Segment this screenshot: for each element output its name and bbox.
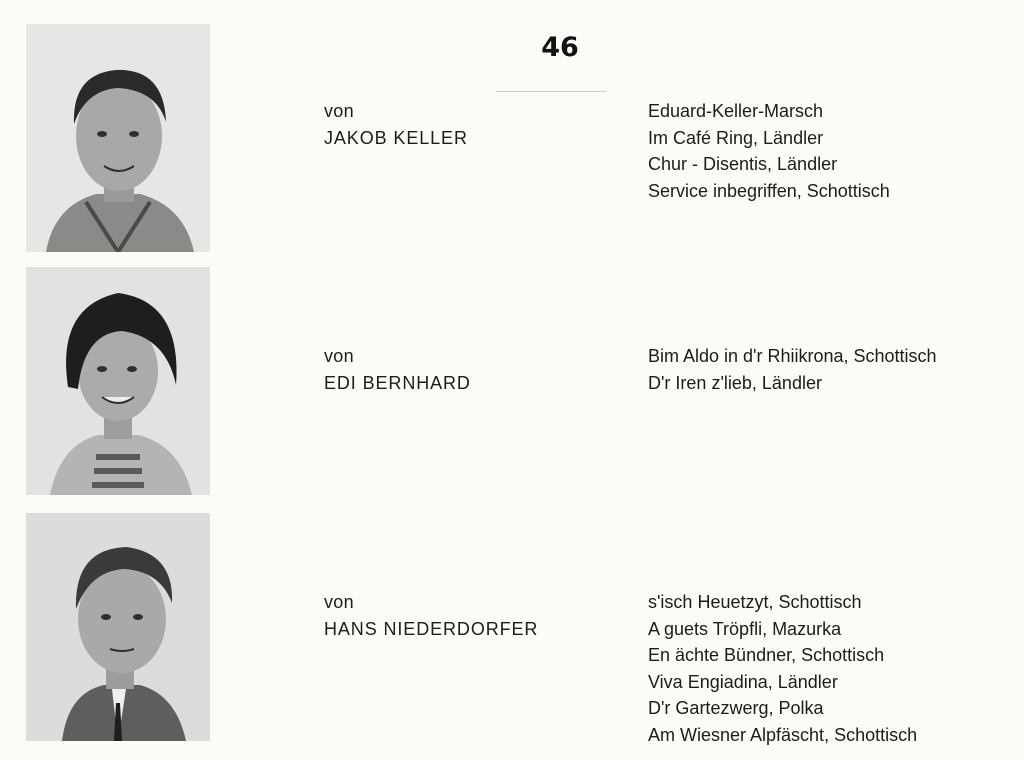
title-item: Viva Engiadina, Ländler xyxy=(648,671,838,692)
title-list xyxy=(648,589,917,748)
portrait-photo-icon xyxy=(26,24,210,252)
title-item: En ächte Bündner, Schottisch xyxy=(648,645,885,665)
portrait-photo-hans-niederdorfer xyxy=(26,513,210,741)
portrait-photo-edi-bernhard xyxy=(26,267,210,495)
composer-block xyxy=(324,343,471,396)
title-list xyxy=(648,343,937,396)
title-item: Chur - Disentis, Ländler xyxy=(648,154,838,174)
title-item: s'isch Heuetzyt, Schottisch xyxy=(648,592,862,612)
composer-name: HANS NIEDERDORFER xyxy=(324,618,539,639)
title-item: Eduard-Keller-Marsch xyxy=(648,101,824,121)
title-item: Service inbegriffen, Schottisch xyxy=(648,180,890,201)
title-item: Bim Aldo in d'r Rhiikrona, Schottisch xyxy=(648,346,937,366)
title-item: Im Café Ring, Ländler xyxy=(648,127,824,148)
portrait-photo-icon xyxy=(26,513,210,741)
title-item: D'r Iren z'lieb, Ländler xyxy=(648,372,822,393)
divider xyxy=(496,91,606,92)
title-list xyxy=(648,98,890,204)
title-item: D'r Gartezwerg, Polka xyxy=(648,698,824,718)
title-item: A guets Tröpfli, Mazurka xyxy=(648,618,842,639)
page-number: 46 xyxy=(541,32,579,63)
portrait-photo-jakob-keller xyxy=(26,24,210,252)
composer-block xyxy=(324,98,468,151)
composer-prefix: von xyxy=(324,592,354,612)
composer-prefix: von xyxy=(324,346,354,366)
composer-prefix: von xyxy=(324,101,354,121)
title-item: Am Wiesner Alpfäscht, Schottisch xyxy=(648,724,918,745)
composer-name: JAKOB KELLER xyxy=(324,127,468,148)
composer-block xyxy=(324,589,538,642)
portrait-photo-icon xyxy=(26,267,210,495)
composer-name: EDI BERNHARD xyxy=(324,372,471,393)
